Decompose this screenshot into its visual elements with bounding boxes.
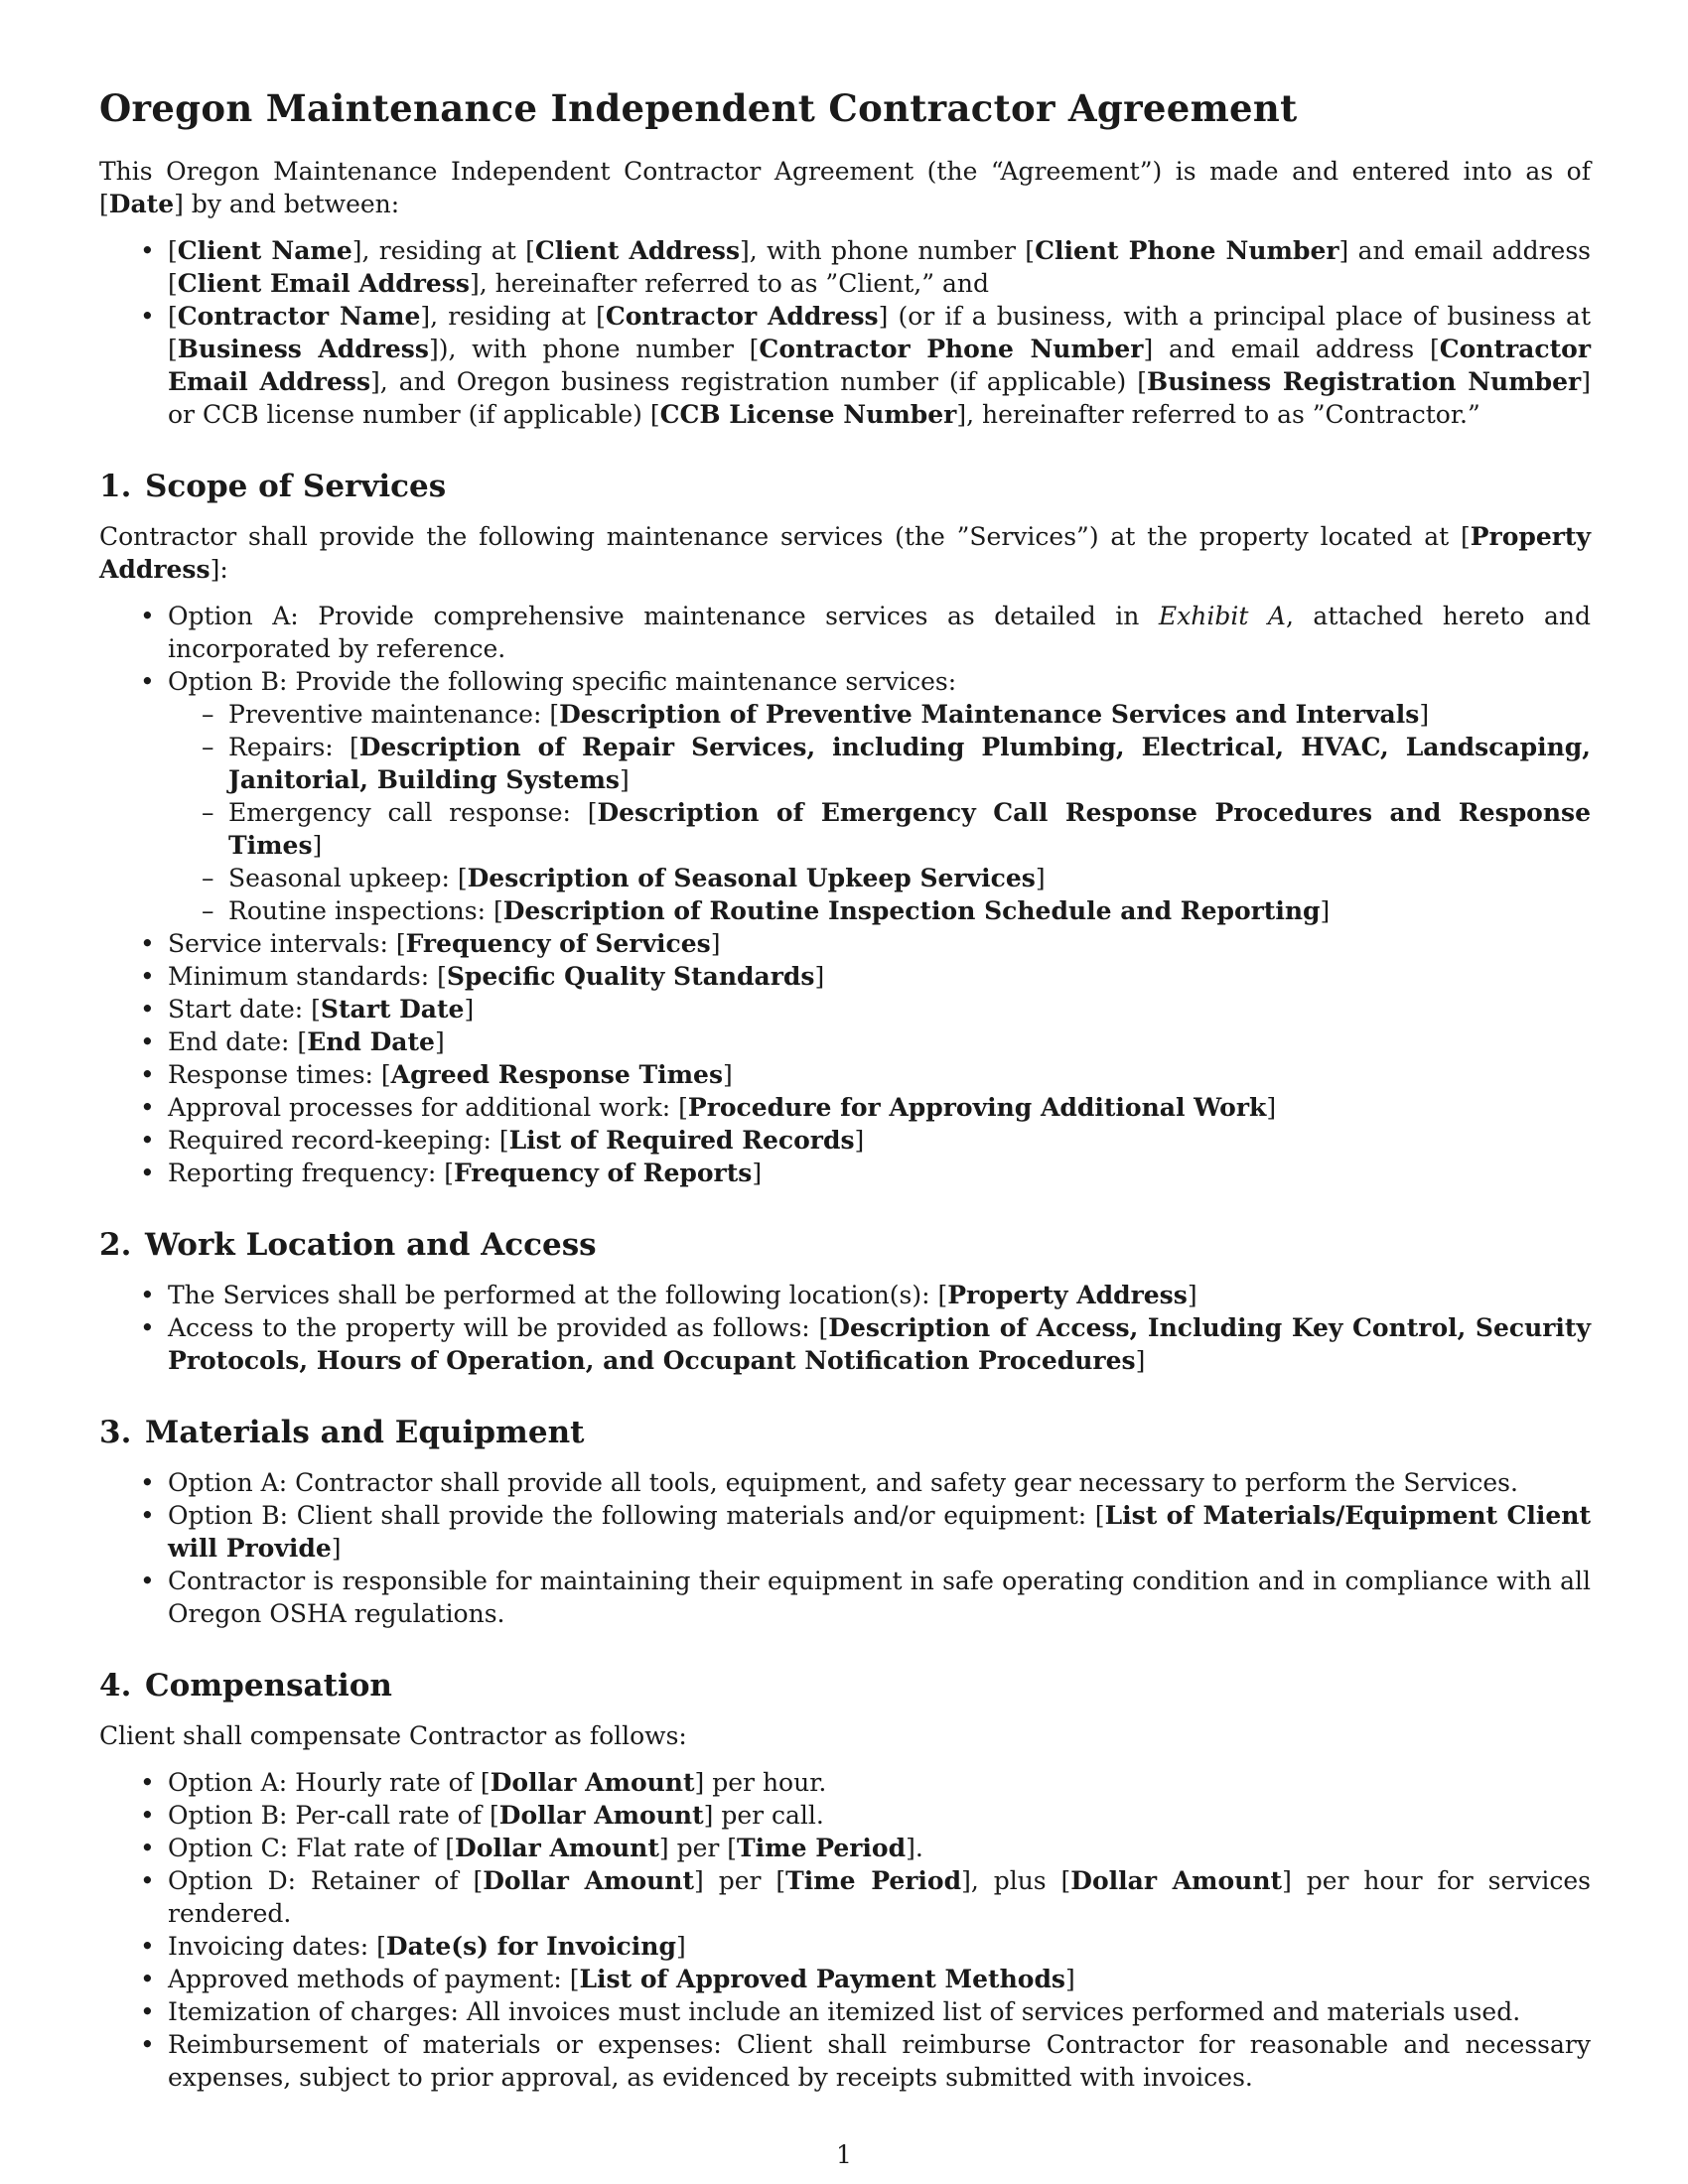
list-item: • Option B: Per-call rate of [Dollar Amount] per call.: [99, 1799, 1591, 1832]
list-item: • Reimbursement of materials or expenses: Client shall reimburse Contractor for reasonable and necessary expenses, subject to prior approval, as evidenced by receipts submitted with invoices.: [99, 2028, 1591, 2094]
document-body: [99, 85, 1591, 2094]
list-item: • Itemization of charges: All invoices must include an itemized list of services performed and materials used.: [99, 1995, 1591, 2028]
party-client: • [Client Name], residing at [Client Address], with phone number [Client Phone Number] and email address [Client Email Address], hereinafter referred to as ”Client,” and: [99, 234, 1591, 300]
section-heading: 4. Compensation: [99, 1668, 392, 1704]
party-contractor: • [Contractor Name], residing at [Contractor Address] (or if a business, with a principal place of business at [Business Address]), with phone number [Contractor Phone Number] and email address [Contractor Email Address], and Oregon business registration number (if applicable) [Business Registration Number] or CCB license number (if applicable) [CCB License Number], hereinafter referred to as ”Contractor.”: [99, 300, 1591, 431]
list-item: • Start date: [Start Date]: [99, 993, 1591, 1025]
sub-list-item: – Routine inspections: [Description of Routine Inspection Schedule and Reporting]: [168, 894, 1591, 927]
compensation-list: [99, 1766, 1591, 2094]
scope-list: [99, 600, 1591, 1189]
list-item: • Option B: Provide the following specific maintenance services: – Preventive maintenance: [Description of Preventive Maintenance Services and Intervals] – Repairs: [Description of Repair Services, including Plumbing, Electrical, HVAC, Landscaping, Janitorial, Building Systems] – Emergency call response: [Description of Emergency Call Response Procedures and Response Times] – Seasonal upkeep: [Description of Seasonal Upkeep Services] – Routine inspections: [Description of Routine Inspection Schedule and Reporting]: [99, 665, 1591, 927]
section-scope-of-services: [99, 467, 1591, 1189]
sub-list-item: – Repairs: [Description of Repair Services, including Plumbing, Electrical, HVAC, Landscaping, Janitorial, Building Systems]: [168, 731, 1591, 796]
sub-list-item: – Emergency call response: [Description of Emergency Call Response Procedures and Response Times]: [168, 796, 1591, 862]
intro-paragraph: This Oregon Maintenance Independent Contractor Agreement (the “Agreement”) is made and entered into as of [Date] by and between:: [99, 157, 1591, 218]
section-heading: 2. Work Location and Access: [99, 1227, 597, 1263]
list-item: • Response times: [Agreed Response Times]: [99, 1058, 1591, 1091]
list-item: • Contractor is responsible for maintaining their equipment in safe operating condition and in compliance with all Oregon OSHA regulations.: [99, 1565, 1591, 1630]
section-materials-equipment: [99, 1413, 1591, 1630]
list-item: • Option B: Client shall provide the following materials and/or equipment: [List of Materials/Equipment Client will Provide]: [99, 1499, 1591, 1565]
section-heading: 1. Scope of Services: [99, 469, 447, 504]
list-item: • Option C: Flat rate of [Dollar Amount] per [Time Period].: [99, 1832, 1591, 1864]
list-item: • Option A: Contractor shall provide all tools, equipment, and safety gear necessary to perform the Services.: [99, 1466, 1591, 1499]
materials-list: [99, 1466, 1591, 1630]
sub-list-item: – Preventive maintenance: [Description of Preventive Maintenance Services and Intervals]: [168, 698, 1591, 731]
sub-list: [168, 698, 1591, 927]
section-intro: Client shall compensate Contractor as follows:: [99, 1721, 687, 1750]
location-list: [99, 1279, 1591, 1377]
list-item: • End date: [End Date]: [99, 1025, 1591, 1058]
parties-list: [99, 234, 1591, 431]
sub-list-item: – Seasonal upkeep: [Description of Seasonal Upkeep Services]: [168, 862, 1591, 894]
section-intro: Contractor shall provide the following maintenance services (the ”Services”) at the property located at [Property Address]:: [99, 522, 1591, 584]
list-item: • Access to the property will be provided as follows: [Description of Access, Including Key Control, Security Protocols, Hours of Operation, and Occupant Notification Procedures]: [99, 1311, 1591, 1377]
list-item: • Minimum standards: [Specific Quality Standards]: [99, 960, 1591, 993]
list-item: • Reporting frequency: [Frequency of Reports]: [99, 1157, 1591, 1189]
list-item: • The Services shall be performed at the following location(s): [Property Address]: [99, 1279, 1591, 1311]
list-item: • Option A: Provide comprehensive maintenance services as detailed in Exhibit A, attached hereto and incorporated by reference.: [99, 600, 1591, 665]
list-item: • Approved methods of payment: [List of Approved Payment Methods]: [99, 1963, 1591, 1995]
page-number: 1: [836, 2140, 852, 2169]
list-item: • Required record-keeping: [List of Required Records]: [99, 1124, 1591, 1157]
section-work-location: [99, 1225, 1591, 1377]
date-placeholder: Date: [108, 190, 175, 218]
list-item: • Invoicing dates: [Date(s) for Invoicing]: [99, 1930, 1591, 1963]
list-item: • Option D: Retainer of [Dollar Amount] per [Time Period], plus [Dollar Amount] per hour for services rendered.: [99, 1864, 1591, 1930]
list-item: • Approval processes for additional work: [Procedure for Approving Additional Work]: [99, 1091, 1591, 1124]
section-compensation: [99, 1666, 1591, 2094]
list-item: • Service intervals: [Frequency of Services]: [99, 927, 1591, 960]
section-heading: 3. Materials and Equipment: [99, 1415, 585, 1450]
list-item: • Option A: Hourly rate of [Dollar Amount] per hour.: [99, 1766, 1591, 1799]
document-title: Oregon Maintenance Independent Contractor Agreement: [99, 86, 1298, 130]
